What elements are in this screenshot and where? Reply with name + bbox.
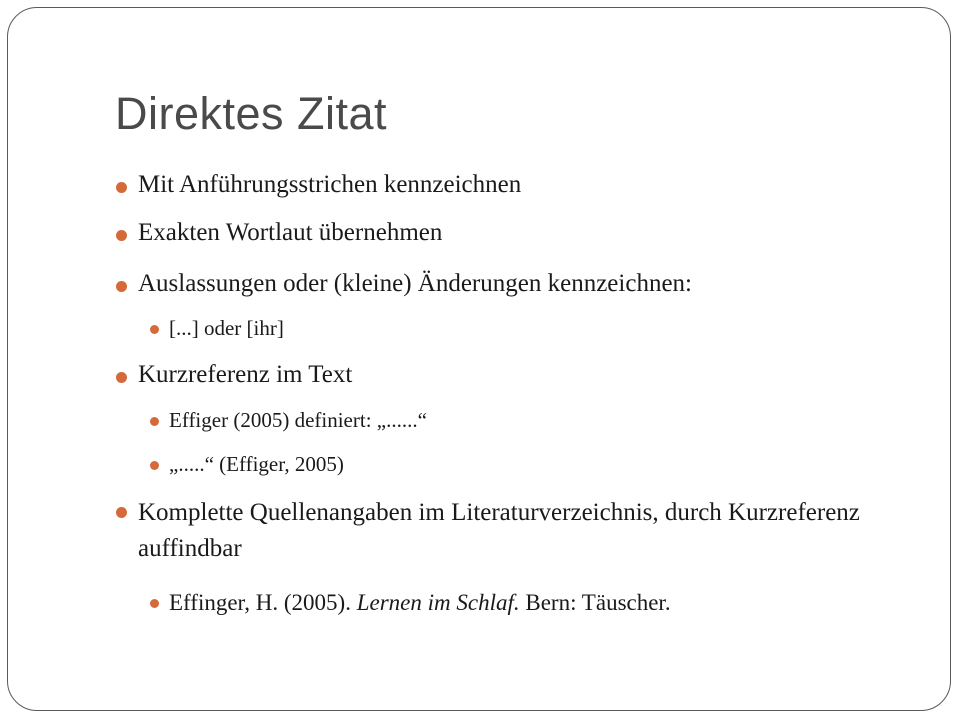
bullet-text: Effiger (2005) definiert: „......“ xyxy=(169,408,427,432)
bullet-dot-icon xyxy=(150,417,159,426)
bullet-dot-icon xyxy=(116,281,127,292)
bullet-text: Mit Anführungsstrichen kennzeichnen xyxy=(138,171,522,198)
bullet-item xyxy=(138,270,692,298)
bullet-item xyxy=(138,171,521,199)
bullet-list xyxy=(8,8,952,712)
sub-bullet-item xyxy=(169,452,344,477)
sub-bullet-item xyxy=(169,316,284,341)
bullet-dot-icon xyxy=(150,461,159,470)
bullet-item xyxy=(138,361,352,389)
bullet-dot-icon xyxy=(116,507,127,518)
bullet-text: „.....“ (Effiger, 2005) xyxy=(169,452,344,476)
bullet-dot-icon xyxy=(116,372,127,383)
bullet-item xyxy=(138,219,442,247)
slide-frame xyxy=(7,7,951,711)
bullet-text: Komplette Quellenangaben im Literaturverzeichnis, durch Kurzreferenz auffindbar xyxy=(138,499,860,562)
bullet-dot-icon xyxy=(150,325,159,334)
sub-bullet-item xyxy=(169,590,671,616)
bullet-text: Exakten Wortlaut übernehmen xyxy=(138,219,443,246)
reference-publisher: Bern: Täuscher. xyxy=(519,590,671,615)
bullet-dot-icon xyxy=(116,230,127,241)
bullet-dot-icon xyxy=(150,599,159,608)
sub-bullet-item xyxy=(169,408,427,433)
reference-title: Lernen im Schlaf. xyxy=(356,590,520,615)
bullet-text: Auslassungen oder (kleine) Änderungen kennzeichnen: xyxy=(138,270,692,297)
bullet-text: Kurzreferenz im Text xyxy=(138,361,353,388)
reference-author: Effinger, H. (2005). xyxy=(169,590,357,615)
slide-title: Direktes Zitat xyxy=(115,88,388,139)
bullet-item xyxy=(138,495,898,567)
bullet-dot-icon xyxy=(116,182,127,193)
bullet-text: [...] oder [ihr] xyxy=(169,316,284,340)
